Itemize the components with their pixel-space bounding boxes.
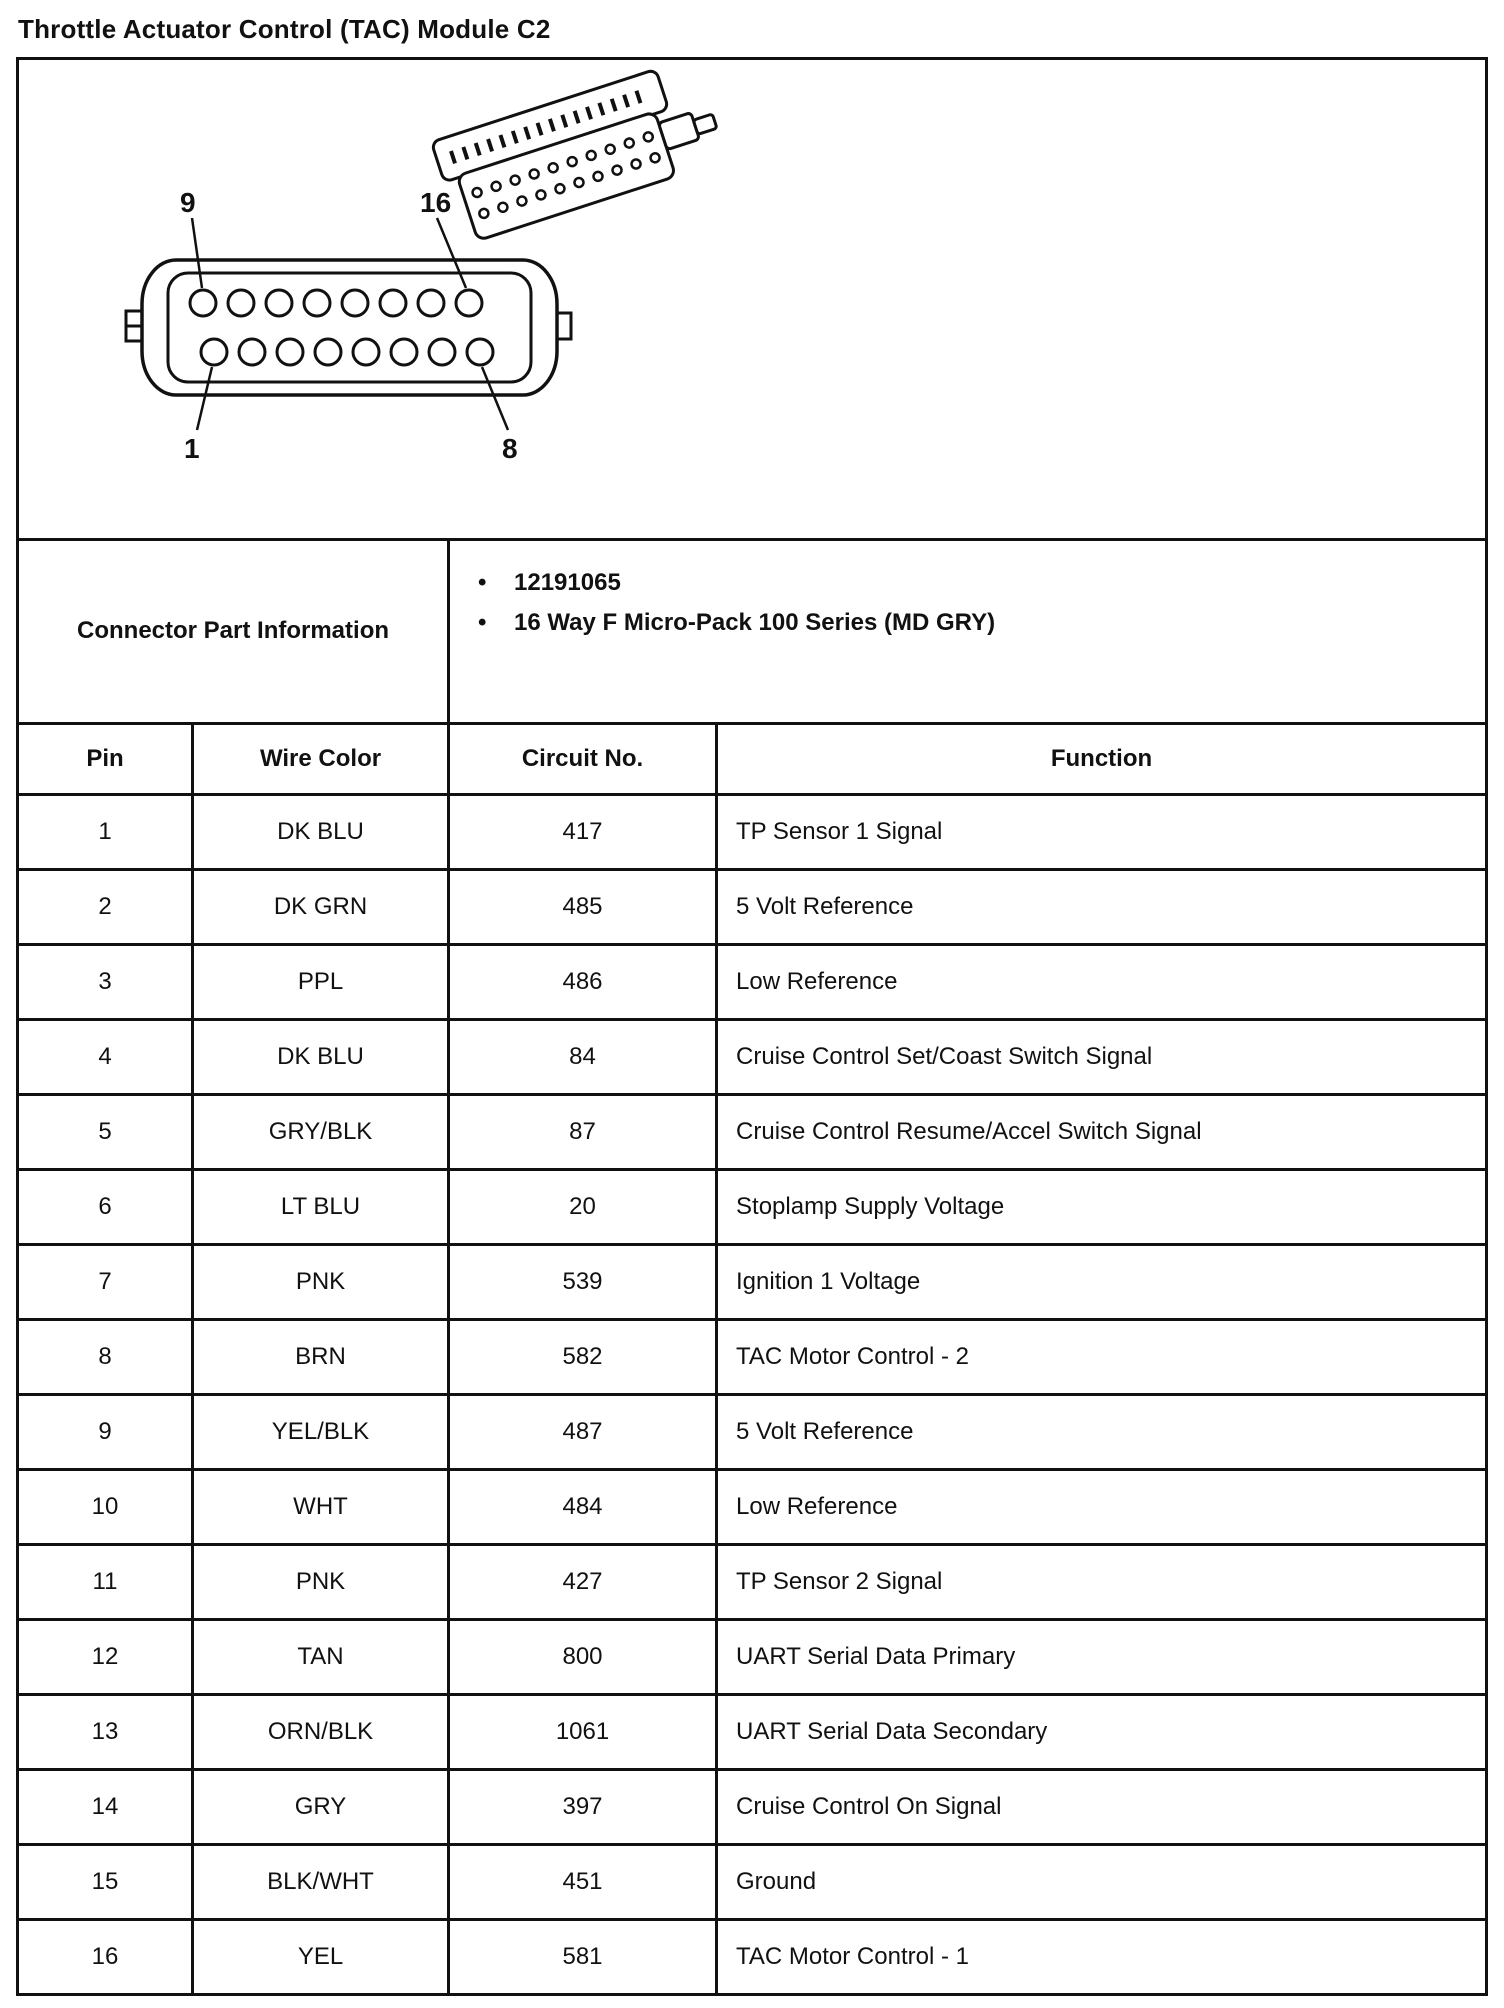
function-cell: Cruise Control Resume/Accel Switch Signal [717, 1095, 1487, 1170]
pin-cell: 7 [18, 1245, 193, 1320]
pin-row [18, 1545, 1487, 1620]
function-cell: UART Serial Data Secondary [717, 1695, 1487, 1770]
pin-cell: 11 [18, 1545, 193, 1620]
pin-cell: 2 [18, 870, 193, 945]
pin-table [16, 538, 1488, 1996]
function-cell: Low Reference [717, 945, 1487, 1020]
wire-color-cell: LT BLU [193, 1170, 449, 1245]
connector-illustration [19, 60, 1485, 538]
connector-3d-view [431, 60, 727, 245]
wire-color-cell: BLK/WHT [193, 1845, 449, 1920]
connector-part-info-list [478, 563, 1475, 642]
pin-cell: 14 [18, 1770, 193, 1845]
pin-cell: 3 [18, 945, 193, 1020]
pin-cell: 13 [18, 1695, 193, 1770]
connector-diagram-box [16, 57, 1488, 541]
pin-row [18, 795, 1487, 870]
circuit-number-cell: 427 [449, 1545, 717, 1620]
pin-cell: 5 [18, 1095, 193, 1170]
wire-color-cell: PNK [193, 1245, 449, 1320]
wire-color-cell: PPL [193, 945, 449, 1020]
col-header-pin: Pin [18, 724, 193, 795]
pin-row [18, 1095, 1487, 1170]
circuit-number-cell: 800 [449, 1620, 717, 1695]
pin-row [18, 1770, 1487, 1845]
pin-row [18, 870, 1487, 945]
wire-color-cell: BRN [193, 1320, 449, 1395]
pin-cell: 8 [18, 1320, 193, 1395]
pin-8-callout: 8 [502, 433, 518, 464]
pin-cell: 6 [18, 1170, 193, 1245]
pin-row [18, 1695, 1487, 1770]
function-cell: Ground [717, 1845, 1487, 1920]
wire-color-cell: YEL [193, 1920, 449, 1995]
wire-color-cell: GRY [193, 1770, 449, 1845]
function-cell: Low Reference [717, 1470, 1487, 1545]
pin-table-body [18, 540, 1487, 1995]
pin-cell: 1 [18, 795, 193, 870]
function-cell: TAC Motor Control - 2 [717, 1320, 1487, 1395]
wire-color-cell: DK GRN [193, 870, 449, 945]
circuit-number-cell: 581 [449, 1920, 717, 1995]
connector-part-number: • 12191065 [478, 563, 1475, 603]
wire-color-cell: YEL/BLK [193, 1395, 449, 1470]
function-cell: Cruise Control On Signal [717, 1770, 1487, 1845]
table-header-row [18, 724, 1487, 795]
pin-cell: 12 [18, 1620, 193, 1695]
pin-row [18, 1845, 1487, 1920]
circuit-number-cell: 485 [449, 870, 717, 945]
pin-number-labels [180, 187, 518, 464]
circuit-number-cell: 486 [449, 945, 717, 1020]
wire-color-cell: GRY/BLK [193, 1095, 449, 1170]
connector-info-row [18, 540, 1487, 724]
wire-color-cell: DK BLU [193, 1020, 449, 1095]
pin-row [18, 1395, 1487, 1470]
pin-9-callout: 9 [180, 187, 196, 218]
connector-type: • 16 Way F Micro-Pack 100 Series (MD GRY) [478, 603, 1475, 643]
function-cell: 5 Volt Reference [717, 1395, 1487, 1470]
pin-cell: 9 [18, 1395, 193, 1470]
connector-lock-tab [658, 113, 699, 150]
pin-row [18, 1020, 1487, 1095]
circuit-number-cell: 1061 [449, 1695, 717, 1770]
col-header-function: Function [717, 724, 1487, 795]
circuit-number-cell: 451 [449, 1845, 717, 1920]
pin-row [18, 1245, 1487, 1320]
circuit-number-cell: 487 [449, 1395, 717, 1470]
wire-color-cell: ORN/BLK [193, 1695, 449, 1770]
col-header-circuit-no: Circuit No. [449, 724, 717, 795]
connector-lock-tip [693, 114, 717, 134]
connector-part-info-items [449, 540, 1487, 724]
pin-cell: 10 [18, 1470, 193, 1545]
pin-cell: 16 [18, 1920, 193, 1995]
circuit-number-cell: 417 [449, 795, 717, 870]
circuit-number-cell: 582 [449, 1320, 717, 1395]
pin-16-callout: 16 [420, 187, 452, 218]
function-cell: TAC Motor Control - 1 [717, 1920, 1487, 1995]
pin-cell: 15 [18, 1845, 193, 1920]
circuit-number-cell: 87 [449, 1095, 717, 1170]
wire-color-cell: DK BLU [193, 795, 449, 870]
function-cell: Stoplamp Supply Voltage [717, 1170, 1487, 1245]
pin-holes [190, 290, 493, 365]
function-cell: TP Sensor 1 Signal [717, 795, 1487, 870]
pin-row [18, 1170, 1487, 1245]
wire-color-cell: TAN [193, 1620, 449, 1695]
function-cell: Cruise Control Set/Coast Switch Signal [717, 1020, 1487, 1095]
connector-part-info-label: Connector Part Information [18, 540, 449, 724]
circuit-number-cell: 484 [449, 1470, 717, 1545]
pin-row [18, 945, 1487, 1020]
function-cell: UART Serial Data Primary [717, 1620, 1487, 1695]
right-key-tab [557, 313, 571, 339]
function-cell: 5 Volt Reference [717, 870, 1487, 945]
pin-1-callout: 1 [184, 433, 200, 464]
wire-color-cell: PNK [193, 1545, 449, 1620]
circuit-number-cell: 20 [449, 1170, 717, 1245]
connector-face-view [126, 260, 571, 395]
function-cell: Ignition 1 Voltage [717, 1245, 1487, 1320]
pin-row [18, 1620, 1487, 1695]
wire-color-cell: WHT [193, 1470, 449, 1545]
pin-leader-lines [192, 218, 508, 430]
pin-row [18, 1320, 1487, 1395]
pin-row [18, 1920, 1487, 1995]
page-title: Throttle Actuator Control (TAC) Module C2 [18, 14, 551, 44]
circuit-number-cell: 397 [449, 1770, 717, 1845]
pin-cell: 4 [18, 1020, 193, 1095]
circuit-number-cell: 539 [449, 1245, 717, 1320]
pin-row [18, 1470, 1487, 1545]
circuit-number-cell: 84 [449, 1020, 717, 1095]
function-cell: TP Sensor 2 Signal [717, 1545, 1487, 1620]
col-header-wire-color: Wire Color [193, 724, 449, 795]
